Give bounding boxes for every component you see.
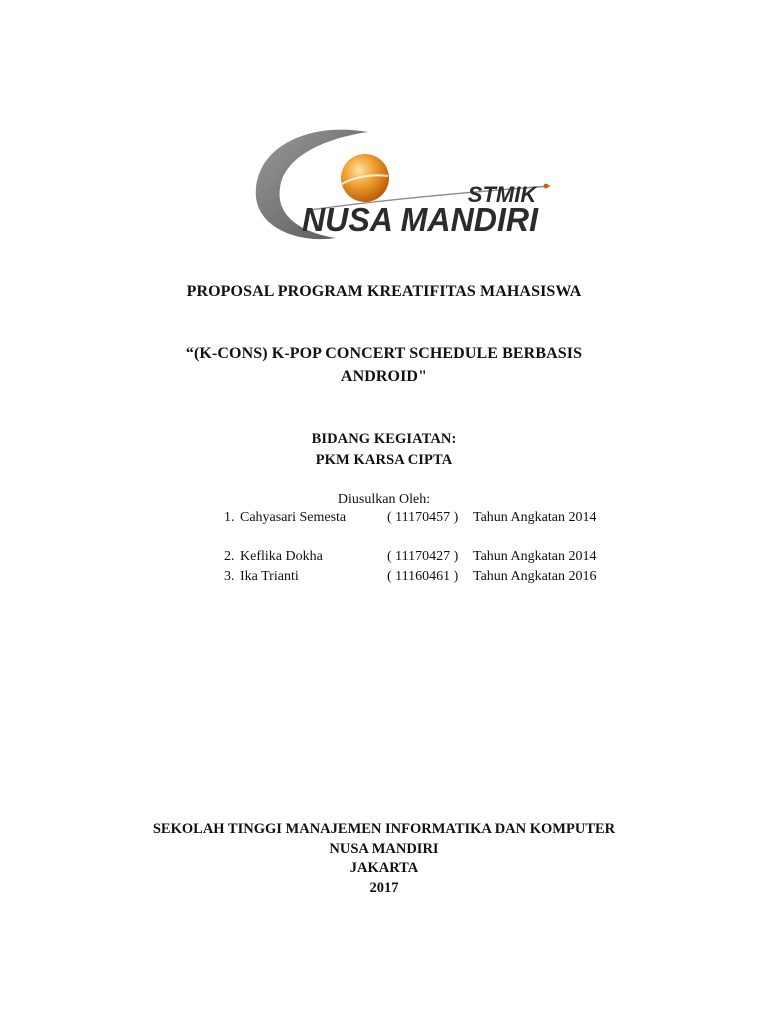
logo-main-text: NUSA MANDIRI	[302, 201, 539, 238]
proposal-year: 2017	[369, 879, 399, 896]
member-name: Ika Trianti	[240, 569, 299, 584]
member-angkatan: Tahun Angkatan 2014	[473, 549, 597, 564]
member-angkatan: Tahun Angkatan 2014	[473, 510, 597, 525]
institution-footer	[0, 820, 768, 898]
member-angkatan: Tahun Angkatan 2016	[473, 569, 597, 584]
judul-line-2: ANDROID"	[340, 368, 428, 385]
member-name: Cahyasari Semesta	[240, 510, 347, 525]
member-nim: ( 11160461 )	[387, 569, 459, 584]
institution-name: NUSA MANDIRI	[329, 840, 439, 857]
logo-ball	[341, 154, 389, 202]
diusulkan-label: Diusulkan Oleh:	[337, 492, 431, 507]
member-nim: ( 11170427 )	[387, 549, 459, 564]
member-number: 2.	[224, 549, 235, 564]
member-row	[0, 547, 768, 567]
proposal-judul	[0, 342, 768, 388]
member-row	[0, 567, 768, 587]
judul-line-1: “(K-CONS) K-POP CONCERT SCHEDULE BERBASIS	[185, 345, 583, 362]
logo-orbit-dot	[544, 184, 549, 189]
member-number: 3.	[224, 569, 235, 584]
member-number: 1.	[224, 510, 235, 525]
member-row	[0, 508, 768, 528]
bidang-label: BIDANG KEGIATAN:	[311, 431, 457, 447]
member-nim: ( 11170457 )	[387, 510, 459, 525]
institution-full-name: SEKOLAH TINGGI MANAJEMEN INFORMATIKA DAN KOMPUTER	[152, 821, 616, 837]
stmik-nusa-mandiri-logo	[240, 118, 560, 248]
bidang-kegiatan	[0, 429, 768, 471]
bidang-value: PKM KARSA CIPTA	[315, 452, 453, 468]
institution-city: JAKARTA	[349, 860, 419, 876]
logo-stmik-text: STMIK	[467, 182, 537, 207]
proposal-title: PROPOSAL PROGRAM KREATIFITAS MAHASISWA	[186, 283, 582, 300]
member-name: Keflika Dokha	[240, 549, 323, 564]
